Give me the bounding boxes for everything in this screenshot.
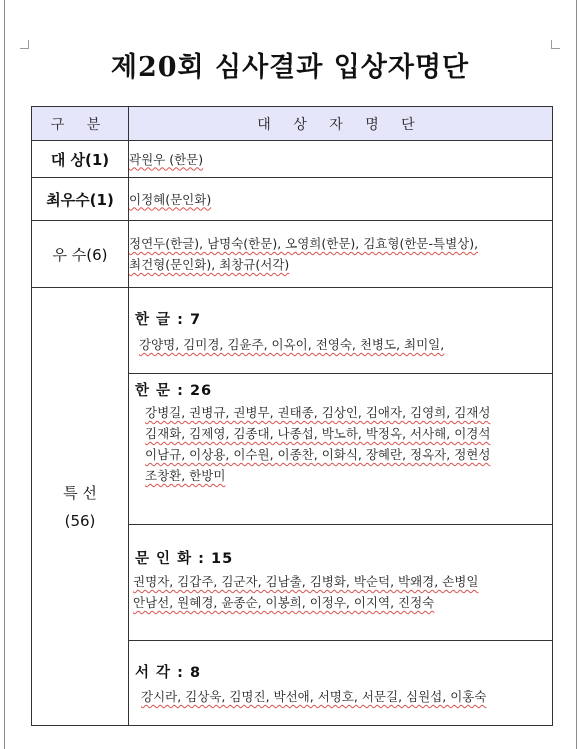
group-title: 한 글 : 7: [135, 312, 202, 328]
group-names-line: 권명자, 김갑주, 김군자, 김남출, 김병화, 박순덕, 박왜경, 손병일: [133, 574, 479, 589]
group-seogak: [129, 641, 552, 725]
page-edge-right: [576, 0, 577, 749]
page-edge-left: [4, 0, 5, 749]
names-text: 이정혜(문인화): [129, 191, 212, 207]
winners-table: [31, 106, 553, 726]
table-header-row: [32, 107, 553, 141]
table-row-excellence: [32, 178, 553, 221]
names-merit: [129, 221, 553, 288]
group-names-line: 안남선, 원혜경, 윤종순, 이봉희, 이정우, 이지역, 진정숙: [133, 595, 435, 610]
names-line: 최건형(문인화), 최창규(서각): [129, 257, 290, 272]
group-title: 서 각 : 8: [135, 665, 202, 681]
category-grand-prize: 대 상(1): [32, 141, 129, 178]
names-text: 곽원우 (한문): [129, 151, 204, 167]
table-row-special: [32, 288, 553, 726]
category-merit: 우 수(6): [32, 221, 129, 288]
header-winners: 대 상 자 명 단: [129, 107, 553, 141]
group-munInhwa: [129, 525, 552, 641]
names-excellence: [129, 178, 553, 221]
group-names-line: 이남규, 이상용, 이수원, 이종찬, 이화식, 장혜란, 정옥자, 정현성: [145, 447, 491, 462]
group-names-line: 강양명, 김미경, 김윤주, 이옥이, 전영숙, 천병도, 최미일,: [139, 337, 445, 352]
group-names-line: 강병길, 권병규, 권병무, 권태종, 김상인, 김애자, 김영희, 김재성: [145, 405, 491, 420]
group-title: 한 문 : 26: [135, 383, 213, 399]
category-excellence: 최우수(1): [32, 178, 129, 221]
category-special: [32, 288, 129, 726]
names-line: 정연두(한글), 남명숙(한문), 오영희(한문), 김효형(한문-특별상),: [129, 236, 479, 251]
group-hanmun: [129, 374, 552, 525]
names-grand-prize: [129, 141, 553, 178]
document-title: 제20회 심사결과 입상자명단: [110, 52, 470, 83]
special-groups: [129, 288, 553, 726]
group-names-line: 김재화, 김제영, 김종대, 나종섭, 박노하, 박정옥, 서사해, 이경석: [145, 426, 491, 441]
group-names-line: 조창환, 한방미: [145, 468, 226, 483]
group-hangeul: [129, 288, 552, 374]
table-row-merit: [32, 221, 553, 288]
group-names-line: 강시라, 김상욱, 김명진, 박선애, 서명호, 서문길, 심원섭, 이홍숙: [141, 689, 487, 704]
table-row-grand-prize: [32, 141, 553, 178]
category-special-count: (56): [64, 511, 96, 530]
category-special-label: 특 선: [63, 483, 97, 502]
header-category: 구 분: [32, 107, 129, 141]
group-title: 문 인 화 : 15: [135, 551, 234, 567]
